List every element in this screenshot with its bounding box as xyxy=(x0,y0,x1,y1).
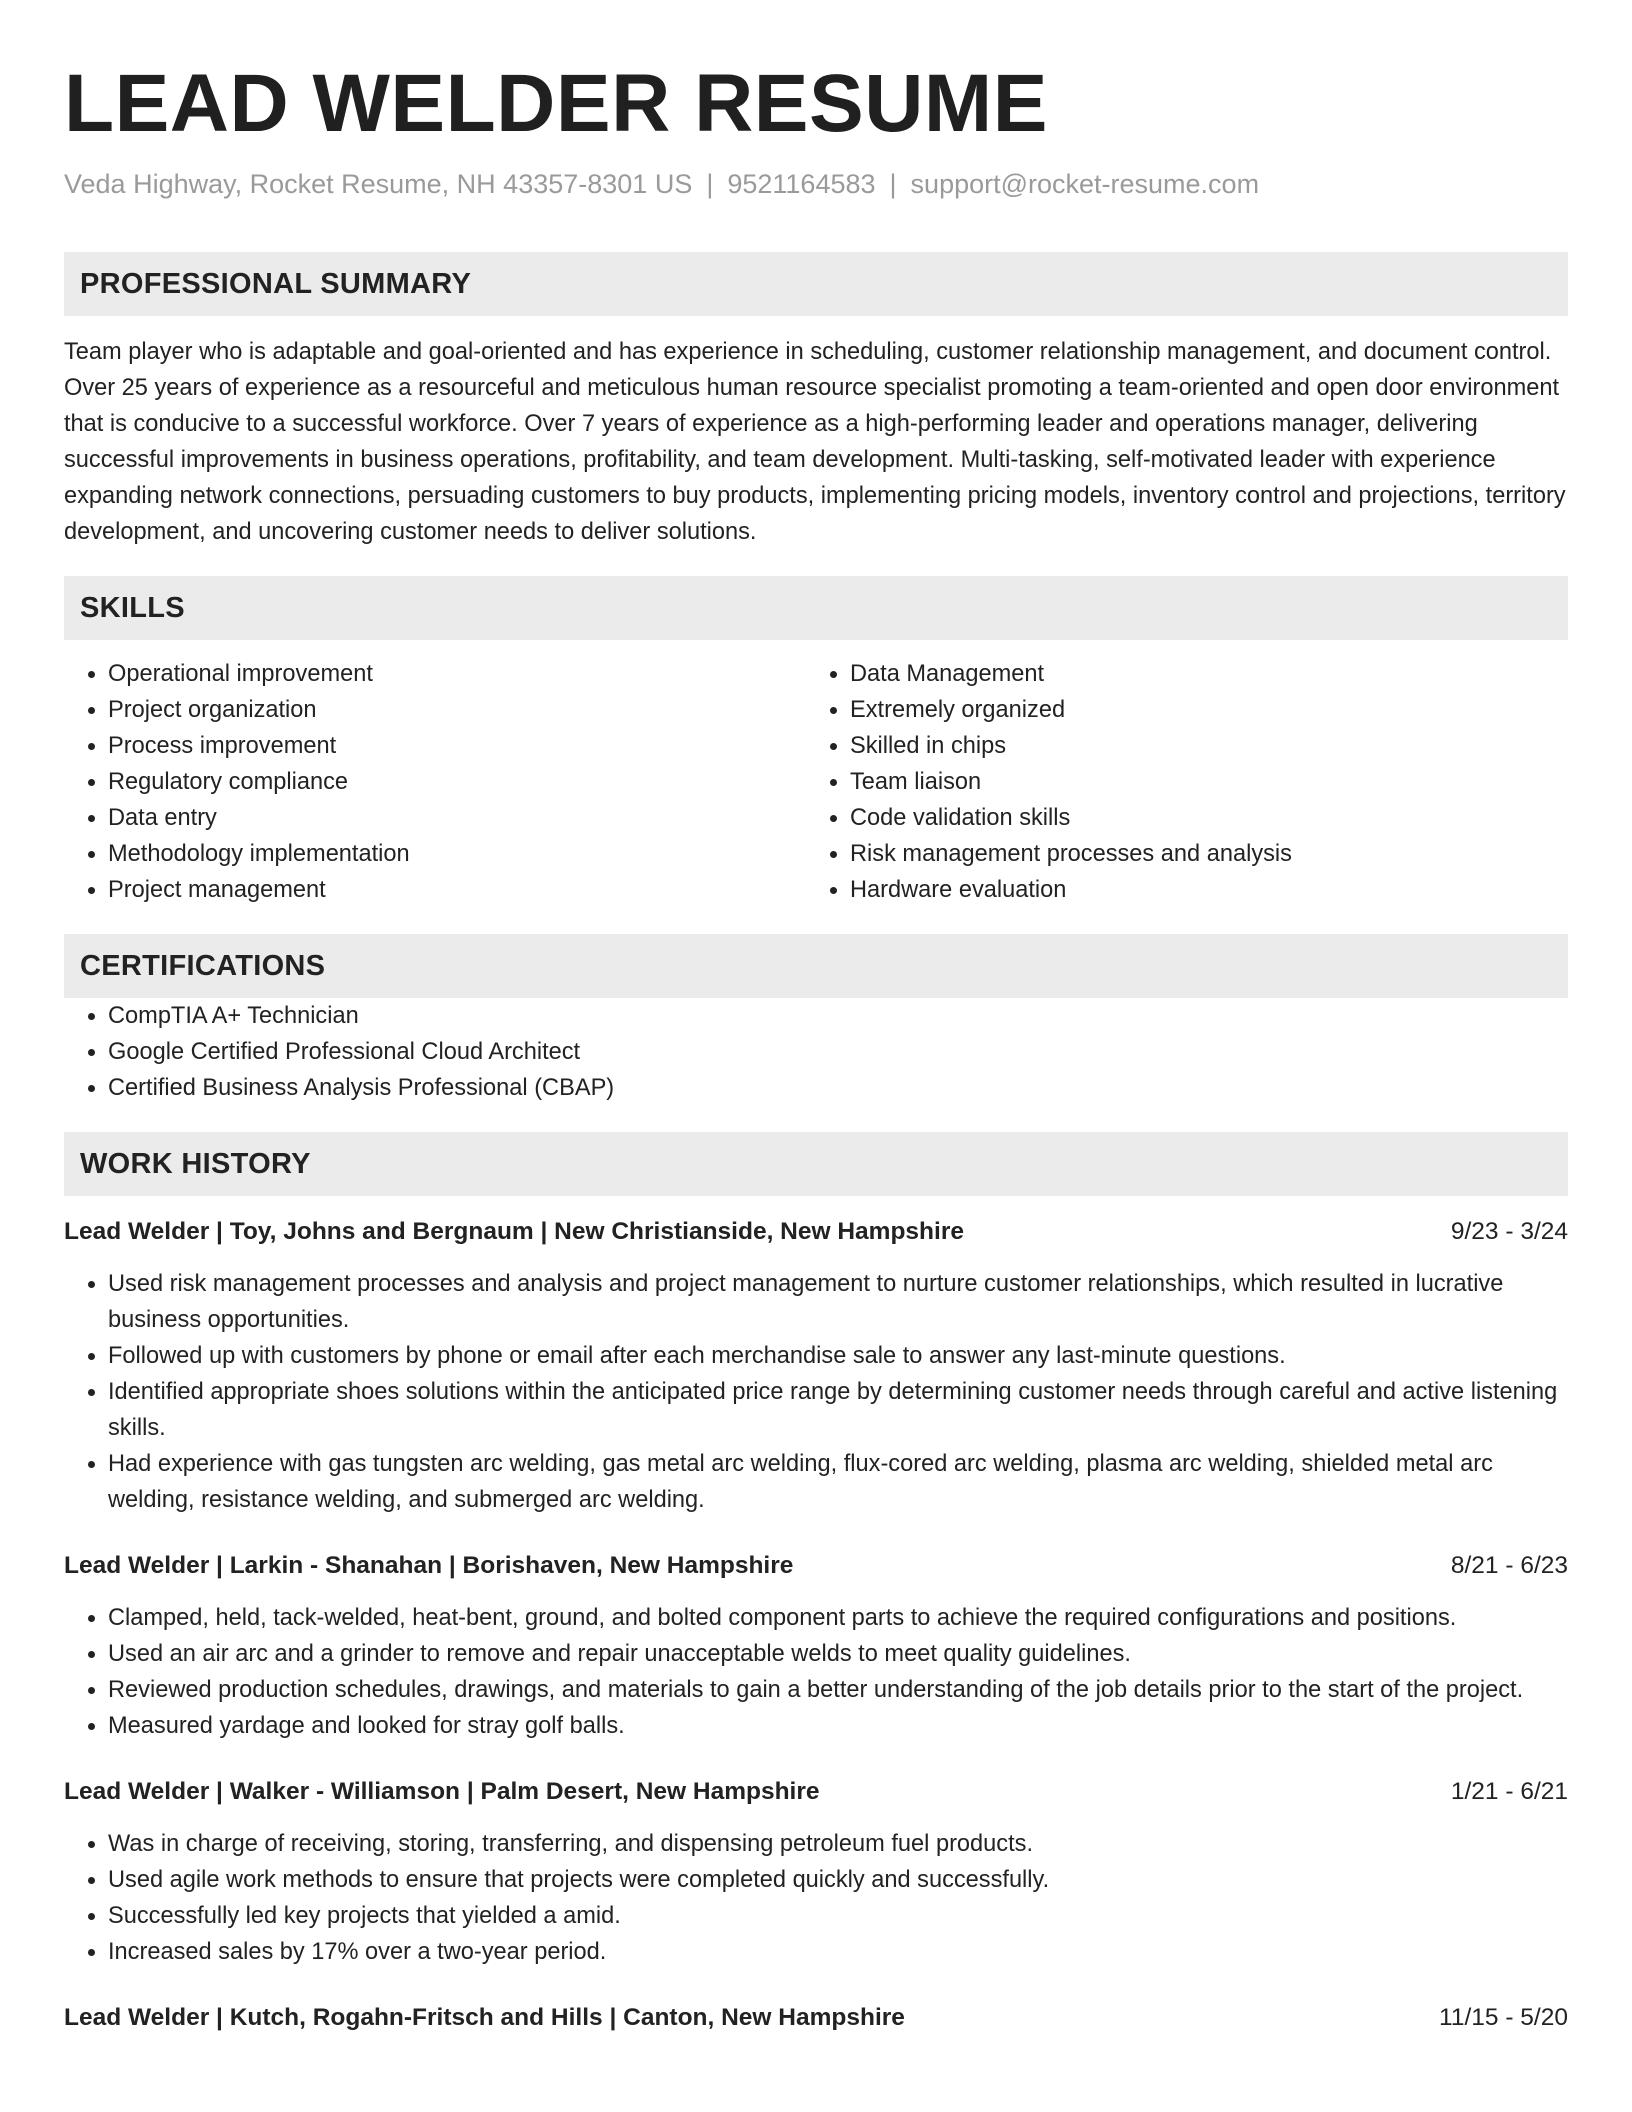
job-heading-row xyxy=(64,1774,1568,1810)
job-heading-row xyxy=(64,1548,1568,1584)
job-bullet: • Measured yardage and looked for stray golf balls. xyxy=(108,1708,1568,1744)
certification-item: • CompTIA A+ Technician xyxy=(108,998,1568,1034)
job-bullet: • Used an air arc and a grinder to remove and repair unacceptable welds to meet quality guidelines. xyxy=(108,1636,1568,1672)
skill-item: • Operational improvement xyxy=(108,656,806,692)
job-heading-row xyxy=(64,1214,1568,1250)
skill-item: • Skilled in chips xyxy=(850,728,1548,764)
certifications-section-title: CERTIFICATIONS xyxy=(80,949,326,982)
job-bullet: • Used agile work methods to ensure that projects were completed quickly and successfully. xyxy=(108,1862,1568,1898)
contact-phone: 9521164583 xyxy=(727,169,876,199)
job-heading: Lead Welder | Larkin - Shanahan | Borishaven, New Hampshire xyxy=(64,1552,794,1579)
skills-list xyxy=(64,656,1568,908)
work-history-section-title: WORK HISTORY xyxy=(80,1147,311,1180)
job-heading: Lead Welder | Walker - Williamson | Palm Desert, New Hampshire xyxy=(64,1778,820,1805)
contact-separator: | xyxy=(889,169,897,199)
contact-email: support@rocket-resume.com xyxy=(910,169,1260,199)
skills-column-right xyxy=(806,656,1548,908)
job-entry xyxy=(64,1214,1568,1518)
contact-separator: | xyxy=(706,169,714,199)
certifications-list xyxy=(64,998,1568,1106)
skill-item: • Extremely organized xyxy=(850,692,1548,728)
job-dates: 8/21 - 6/23 xyxy=(1450,1552,1568,1579)
job-bullet: • Identified appropriate shoes solutions within the anticipated price range by determining customer needs through careful and active listening skills. xyxy=(108,1374,1568,1446)
skill-item: • Code validation skills xyxy=(850,800,1548,836)
work-history-section-header xyxy=(64,1132,1568,1196)
job-heading: Lead Welder | Kutch, Rogahn-Fritsch and Hills | Canton, New Hampshire xyxy=(64,2004,905,2031)
skill-item: • Data Management xyxy=(850,656,1548,692)
job-bullet: • Had experience with gas tungsten arc welding, gas metal arc welding, flux-cored arc welding, plasma arc welding, shielded metal arc welding, resistance welding, and submerged arc welding. xyxy=(108,1446,1568,1518)
contact-line xyxy=(64,166,1568,202)
skills-section-title: SKILLS xyxy=(80,591,185,624)
job-bullet: • Increased sales by 17% over a two-year period. xyxy=(108,1934,1568,1970)
summary-text: Team player who is adaptable and goal-oriented and has experience in scheduling, customer relationship management, and document control. Over 25 years of experience as a resourceful and meticulous human resource specialist promoting a team-oriented and open door environment that is conducive to a successful workforce. Over 7 years of experience as a high-performing leader and operations manager, delivering successful improvements in business operations, profitability, and team development. Multi-tasking, self-motivated leader with experience expanding network connections, persuading customers to buy products, implementing pricing models, inventory control and projections, territory development, and uncovering customer needs to deliver solutions. xyxy=(64,339,1566,545)
job-bullet: • Used risk management processes and analysis and project management to nurture customer relationships, which resulted in lucrative business opportunities. xyxy=(108,1266,1568,1338)
skill-item: • Team liaison xyxy=(850,764,1548,800)
skill-item: • Methodology implementation xyxy=(108,836,806,872)
certifications-section-header xyxy=(64,934,1568,998)
job-heading-row xyxy=(64,2000,1568,2036)
job-entry xyxy=(64,2000,1568,2036)
job-bullet: • Was in charge of receiving, storing, transferring, and dispensing petroleum fuel products. xyxy=(108,1826,1568,1862)
skills-section-header xyxy=(64,576,1568,640)
job-bullets xyxy=(64,1826,1568,1970)
skills-column-left xyxy=(64,656,806,908)
skill-item: • Project management xyxy=(108,872,806,908)
job-bullet: • Successfully led key projects that yielded a amid. xyxy=(108,1898,1568,1934)
certification-item: • Certified Business Analysis Professional (CBAP) xyxy=(108,1070,1568,1106)
skill-item: • Process improvement xyxy=(108,728,806,764)
skill-item: • Risk management processes and analysis xyxy=(850,836,1548,872)
contact-address: Veda Highway, Rocket Resume, NH 43357-8301 US xyxy=(64,169,693,199)
job-entry xyxy=(64,1548,1568,1744)
job-heading: Lead Welder | Toy, Johns and Bergnaum | New Christianside, New Hampshire xyxy=(64,1218,964,1245)
job-dates: 11/15 - 5/20 xyxy=(1439,2004,1568,2031)
resume-title: LEAD WELDER RESUME xyxy=(64,58,1048,149)
skill-item: • Project organization xyxy=(108,692,806,728)
certification-item: • Google Certified Professional Cloud Architect xyxy=(108,1034,1568,1070)
skill-item: • Data entry xyxy=(108,800,806,836)
job-entry xyxy=(64,1774,1568,1970)
job-bullets xyxy=(64,1600,1568,1744)
skill-item: • Regulatory compliance xyxy=(108,764,806,800)
summary-section-title: PROFESSIONAL SUMMARY xyxy=(80,267,472,300)
job-bullet: • Clamped, held, tack-welded, heat-bent, ground, and bolted component parts to achieve the required configurations and positions. xyxy=(108,1600,1568,1636)
job-dates: 1/21 - 6/21 xyxy=(1450,1778,1568,1805)
job-bullet: • Reviewed production schedules, drawings, and materials to gain a better understanding of the job details prior to the start of the project. xyxy=(108,1672,1568,1708)
job-bullet: • Followed up with customers by phone or email after each merchandise sale to answer any last-minute questions. xyxy=(108,1338,1568,1374)
job-dates: 9/23 - 3/24 xyxy=(1450,1218,1568,1245)
summary-section-header xyxy=(64,252,1568,316)
job-bullets xyxy=(64,1266,1568,1518)
skill-item: • Hardware evaluation xyxy=(850,872,1548,908)
